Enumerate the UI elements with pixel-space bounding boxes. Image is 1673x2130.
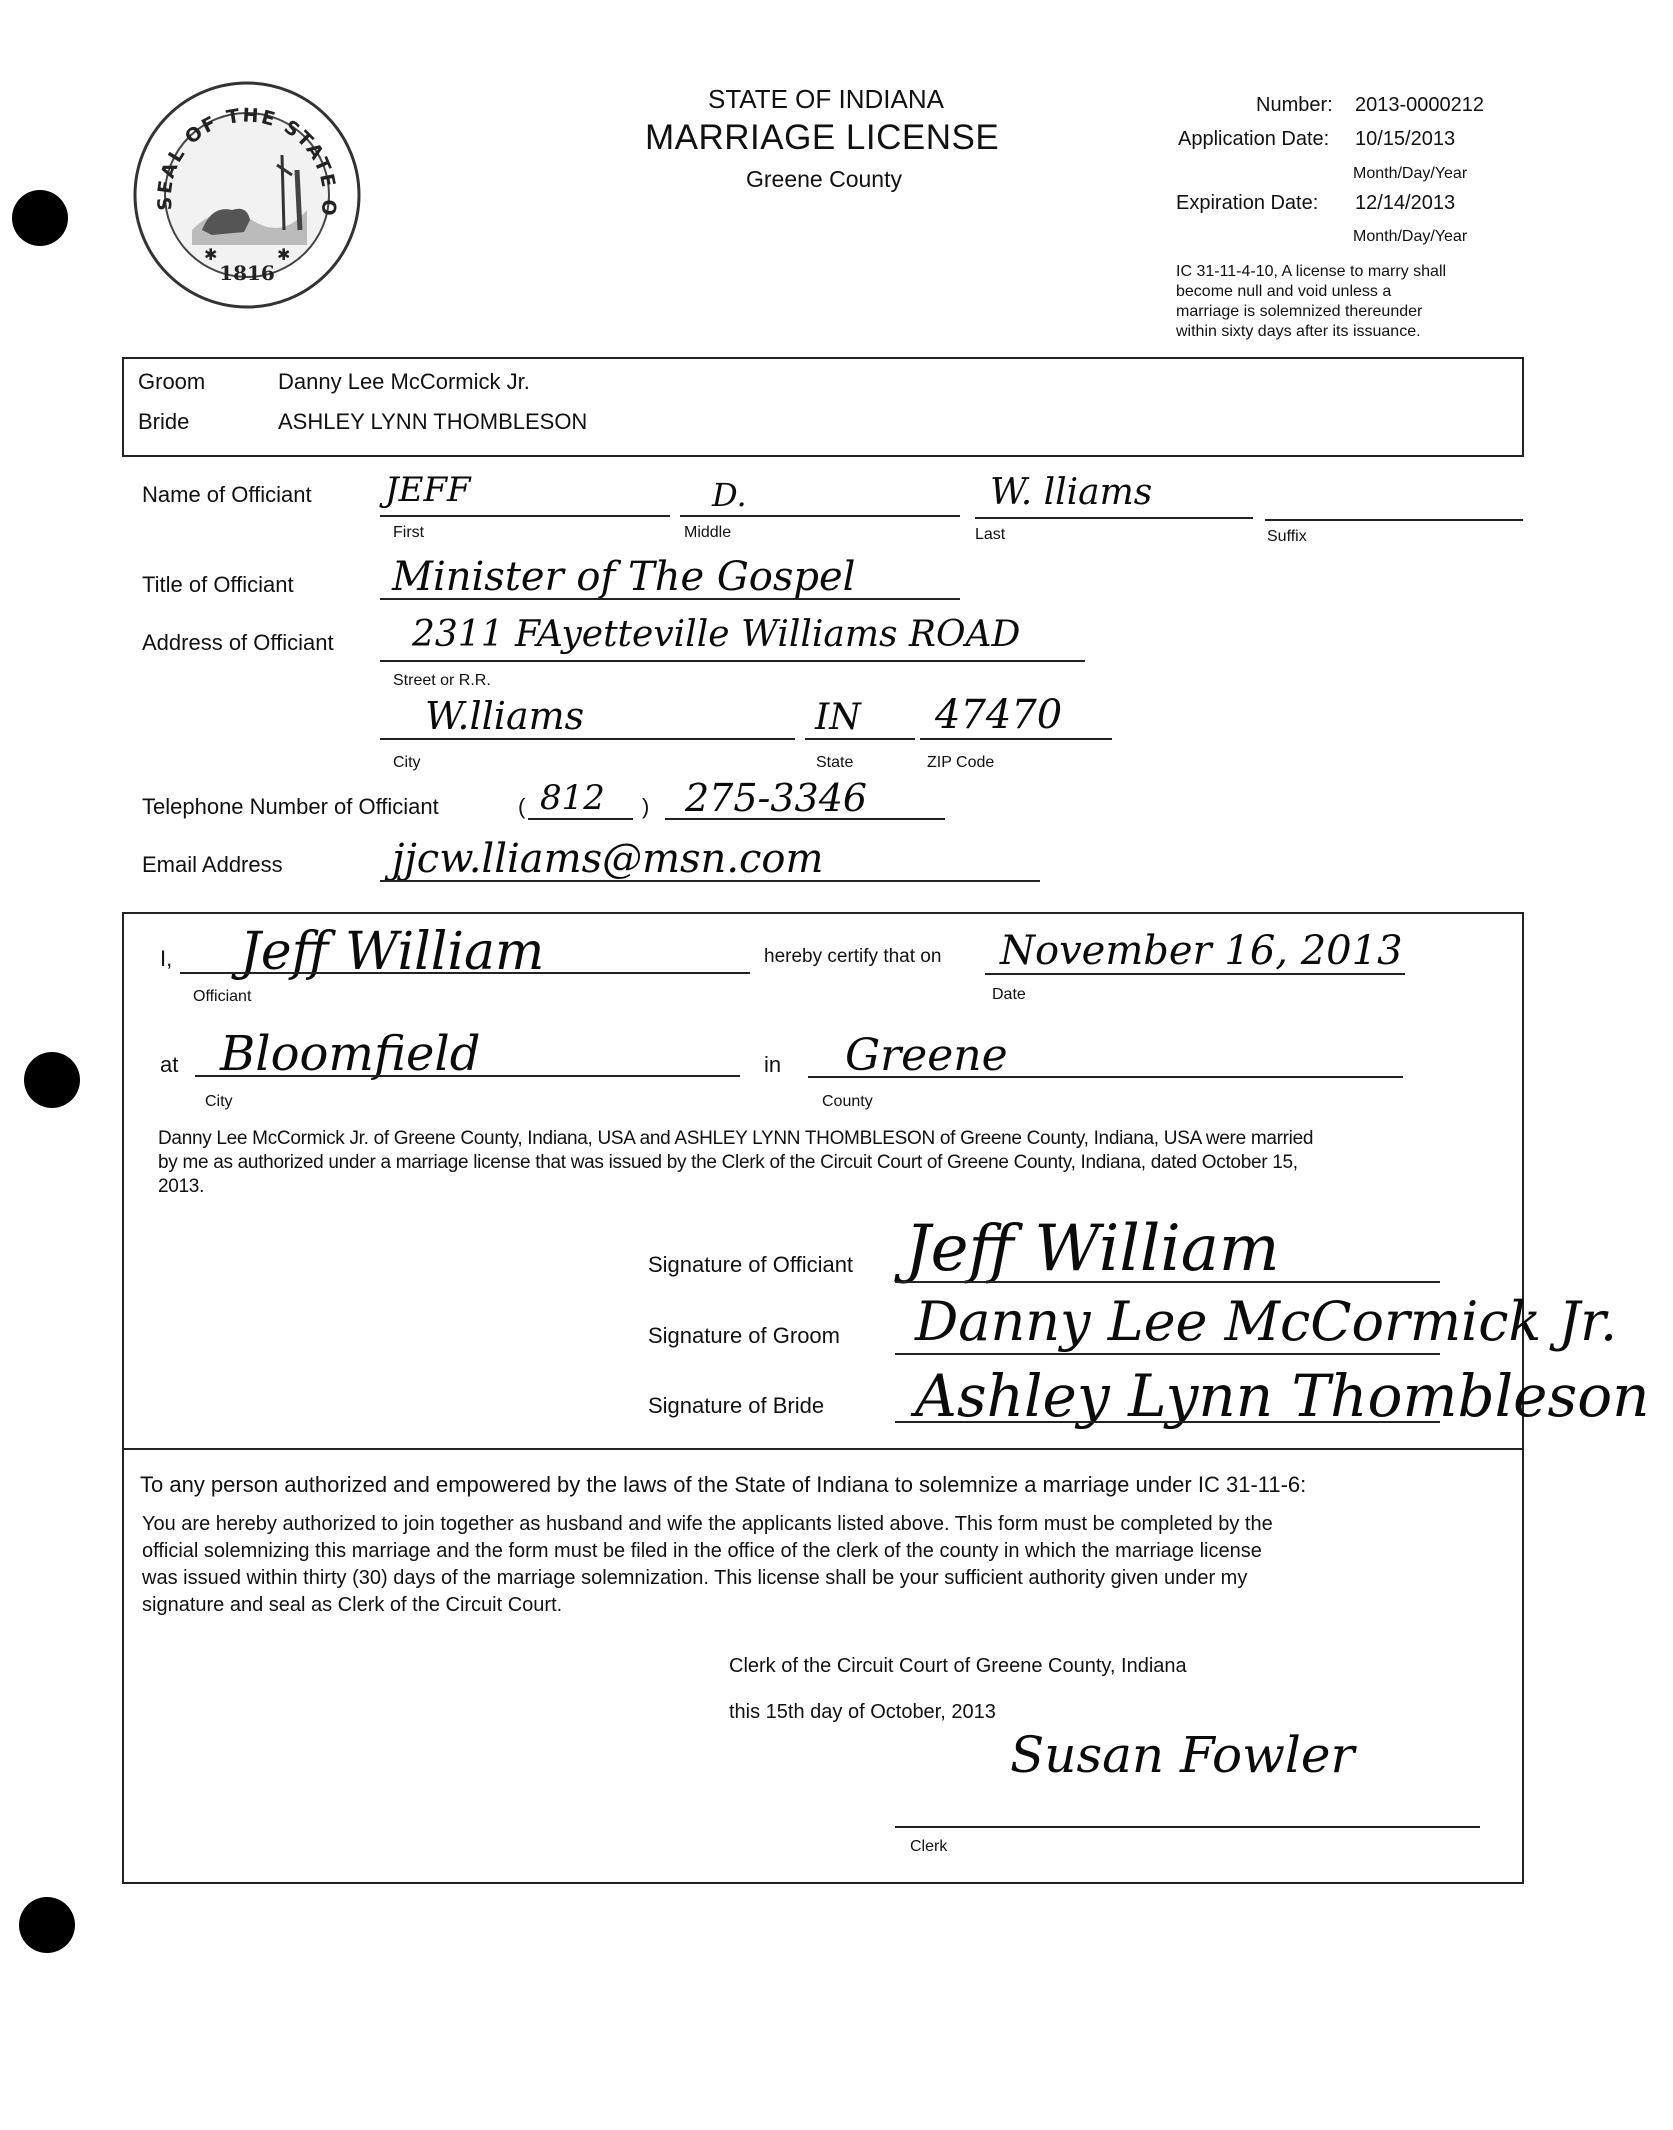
application-date-format: Month/Day/Year: [1353, 165, 1468, 182]
officiant-title-value: Minister of The Gospel: [392, 554, 856, 600]
ceremony-date-line: [985, 973, 1405, 975]
clerk-of-court: Clerk of the Circuit Court of Greene County, Indiana: [729, 1655, 1187, 1677]
groom-signature-label: Signature of Groom: [648, 1323, 840, 1348]
certify-officiant-signature: Jeff William: [240, 922, 545, 982]
last-name-line: [975, 517, 1253, 519]
officiant-email: jjcw.lliams@msn.com: [392, 836, 824, 882]
number-value: 2013-0000212: [1355, 94, 1485, 116]
ceremony-date-caption: Date: [992, 986, 1026, 1003]
officiant-signature-label: Signature of Officiant: [648, 1252, 854, 1277]
zip-caption: ZIP Code: [927, 754, 995, 771]
page-title: MARRIAGE LICENSE: [645, 118, 1000, 157]
bride-label: Bride: [138, 409, 190, 434]
expiration-date-value: 12/14/2013: [1355, 192, 1456, 214]
officiant-phone-label: Telephone Number of Officiant: [142, 794, 439, 819]
bride-signature: Ashley Lynn Thombleson: [915, 1362, 1650, 1430]
header-county: Greene County: [746, 166, 902, 192]
street-line: [380, 660, 1085, 662]
officiant-zip: 47470: [935, 692, 1063, 738]
application-date-value: 10/15/2013: [1355, 128, 1456, 150]
groom-signature-line: [895, 1353, 1440, 1355]
certify-text: hereby certify that on: [764, 946, 942, 967]
bride-signature-label: Signature of Bride: [648, 1393, 825, 1418]
officiant-title-label: Title of Officiant: [142, 572, 294, 597]
punch-hole-bottom: [19, 1897, 75, 1953]
zip-line: [920, 738, 1112, 740]
certify-officiant-caption: Officiant: [193, 988, 252, 1005]
state-seal: [132, 80, 362, 310]
bride-signature-line: [895, 1421, 1440, 1423]
officiant-address-label: Address of Officiant: [142, 630, 334, 655]
area-code-line: [528, 818, 633, 820]
expiration-date-format: Month/Day/Year: [1353, 228, 1468, 245]
ceremony-county: Greene: [845, 1030, 1008, 1081]
officiant-state: IN: [815, 697, 861, 738]
marriage-statement: Danny Lee McCormick Jr. of Greene County, Indiana, USA and ASHLEY LYNN THOMBLESON of Greene County, Indiana, USA were married by me as authorized under a marriage license that was issued by the Clerk of the Circuit Court of Greene County, Indiana, dated October 15, 2013.: [158, 1128, 1314, 1197]
officiant-street: 2311 FAyetteville Williams ROAD: [412, 614, 1021, 655]
groom-signature: Danny Lee McCormick Jr.: [915, 1290, 1618, 1353]
officiant-signature-line: [895, 1281, 1440, 1283]
suffix-line: [1265, 519, 1523, 521]
street-caption: Street or R.R.: [393, 672, 491, 689]
ceremony-city-line: [195, 1075, 740, 1077]
officiant-signature: Jeff William: [905, 1212, 1280, 1286]
svg-text:✱: ✱: [204, 247, 218, 264]
first-name-line: [380, 515, 670, 517]
clerk-caption: Clerk: [910, 1838, 948, 1855]
ceremony-at-label: at: [160, 1052, 179, 1077]
svg-text:✱: ✱: [277, 247, 291, 264]
authorization-body: You are hereby authorized to join together as husband and wife the applicants listed above. This form must be completed by the official solemnizing this marriage and the form must be filed in the office of the clerk of the county in which the marriage license was issued within thirty (30) days of the marriage solemnization. This license shall be your sufficient authority given under my signature and seal as Clerk of the Circuit Court.: [142, 1513, 1273, 1616]
header-state: STATE OF INDIANA: [708, 84, 944, 114]
number-label: Number:: [1256, 94, 1333, 116]
groom-label: Groom: [138, 369, 206, 394]
clerk-signature: Susan Fowler: [1010, 1726, 1355, 1784]
certify-officiant-line: [180, 972, 750, 974]
last-name-caption: Last: [975, 526, 1006, 543]
state-caption: State: [816, 754, 854, 771]
officiant-area-code: 812: [540, 778, 605, 818]
email-line: [380, 880, 1040, 882]
svg-text:1816: 1816: [219, 261, 275, 285]
clerk-signature-line: [895, 1826, 1480, 1828]
ceremony-city: Bloomfield: [220, 1026, 481, 1082]
ceremony-city-caption: City: [205, 1093, 233, 1110]
first-name-caption: First: [393, 524, 425, 541]
officiant-phone-number: 275-3346: [685, 776, 868, 820]
suffix-caption: Suffix: [1267, 528, 1307, 545]
officiant-name-label: Name of Officiant: [142, 482, 312, 507]
issued-on: this 15th day of October, 2013: [729, 1701, 996, 1723]
bride-name: ASHLEY LYNN THOMBLESON: [278, 409, 588, 434]
authorization-heading: To any person authorized and empowered by the laws of the State of Indiana to solemnize a marriage under IC 31-11-6:: [140, 1472, 1307, 1497]
title-line: [380, 598, 960, 600]
phone-line: [665, 818, 945, 820]
city-line: [380, 738, 795, 740]
groom-name: Danny Lee McCormick Jr.: [278, 369, 530, 394]
punch-hole-top: [12, 190, 68, 246]
punch-hole-middle: [24, 1052, 80, 1108]
expiration-date-label: Expiration Date:: [1176, 192, 1319, 214]
officiant-first-name: JEFF: [385, 470, 471, 510]
certify-i-label: I,: [160, 946, 173, 971]
ceremony-county-caption: County: [822, 1093, 873, 1110]
application-date-label: Application Date:: [1178, 128, 1330, 150]
officiant-email-label: Email Address: [142, 852, 283, 877]
officiant-city: W.lliams: [425, 694, 585, 738]
state-line: [805, 738, 915, 740]
ceremony-county-line: [808, 1076, 1403, 1078]
middle-name-caption: Middle: [684, 524, 732, 541]
ceremony-in-label: in: [764, 1052, 782, 1077]
officiant-last-name: W. lliams: [990, 472, 1153, 513]
area-code-open-paren: (: [518, 794, 526, 819]
officiant-middle-name: D.: [712, 476, 747, 514]
svg-text:SEAL OF THE STATE OF INDIANA: SEAL OF THE STATE O: [153, 104, 341, 219]
city-caption: City: [393, 754, 421, 771]
area-code-close-paren: ): [642, 794, 650, 819]
middle-name-line: [680, 515, 960, 517]
statute-note: IC 31-11-4-10, A license to marry shall become null and void unless a marriage is solemnized thereunder within sixty days after its issuance.: [1176, 263, 1447, 340]
ceremony-date: November 16, 2013: [1000, 928, 1403, 974]
